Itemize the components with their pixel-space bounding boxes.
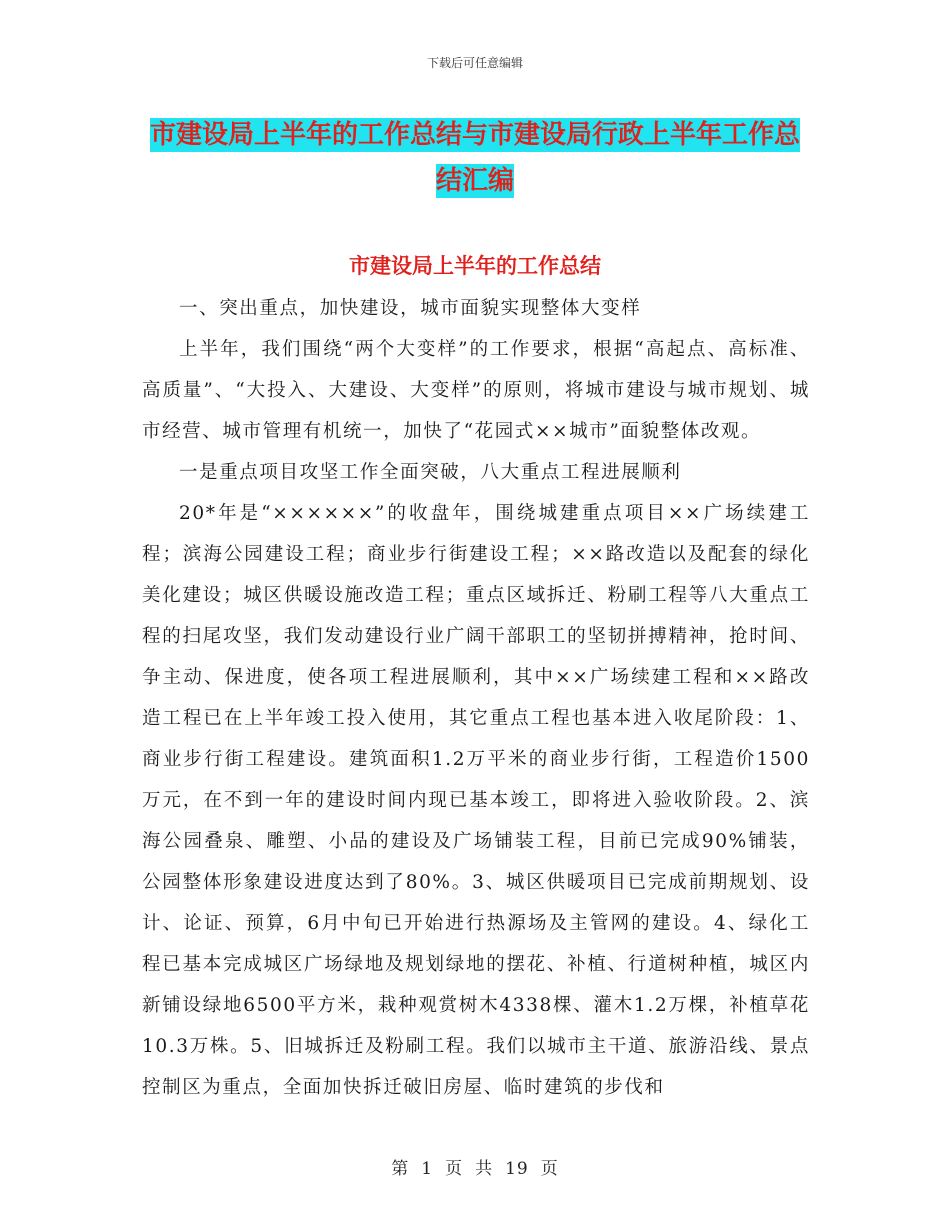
paragraph: 一是重点项目攻坚工作全面突破，八大重点工程进展顺利 (179, 462, 682, 483)
footer-page-number: 1 (421, 1159, 434, 1179)
footer-total-prefix: 共 (475, 1159, 494, 1179)
document-title-text: 市建设局上半年的工作总结与市建设局行政上半年工作总结汇编 (149, 120, 800, 196)
footer-prefix: 第 (391, 1159, 410, 1179)
footer-suffix: 页 (540, 1159, 559, 1179)
footer-page-word: 页 (445, 1159, 464, 1179)
section-title: 市建设局上半年的工作总结 (349, 254, 601, 278)
paragraph: 上半年，我们围绕“两个大变样”的工作要求，根据“高起点、高标准、高质量”、“大投入、大建设、大变样”的原则，将城市建设与城市规划、城市经营、城市管理有机统一，加快了“花园式××城市”面貌整体改观。 (142, 339, 810, 442)
paragraph: 20*年是“××××××”的收盘年，围绕城建重点项目××广场续建工程；滨海公园建设工程；商业步行街建设工程；××路改造以及配套的绿化美化建设；城区供暖设施改造工程；重点区域拆迁、粉刷工程等八大重点工程的扫尾攻坚，我们发动建设行业广阔干部职工的坚韧拼搏精神，抢时间、争主动、保进度，使各项工程进展顺利，其中××广场续建工程和××路改造工程已在上半年竣工投入使用，其它重点工程也基本进入收尾阶段：1、商业步行街工程建设。建筑面积1.2万平米的商业步行街，工程造价1500万元，在不到一年的建设时间内现已基本竣工，即将进入验收阶段。2、滨海公园叠泉、雕塑、小品的建设及广场铺装工程，目前已完成90%铺装，公园整体形象建设进度达到了80%。3、城区供暖项目已完成前期规划、设计、论证、预算，6月中旬已开始进行热源场及主管网的建设。4、绿化工程已基本完成城区广场绿地及规划绿地的摆花、补植、行道树种植，城区内新铺设绿地6500平方米，栽种观赏树木4338棵、灌木1.2万棵，补植草花10.3万株。5、旧城拆迁及粉刷工程。我们以城市主干道、旅游沿线、景点控制区为重点，全面加快拆迁破旧房屋、临时建筑的步伐和 (142, 503, 810, 1098)
body-text (142, 288, 810, 1108)
document-title (140, 112, 810, 204)
paragraph: 一、突出重点，加快建设，城市面貌实现整体大变样 (179, 298, 642, 319)
page-footer (0, 1154, 950, 1179)
footer-total-pages: 19 (505, 1159, 529, 1179)
header-note: 下载后可任意编辑 (426, 56, 523, 70)
